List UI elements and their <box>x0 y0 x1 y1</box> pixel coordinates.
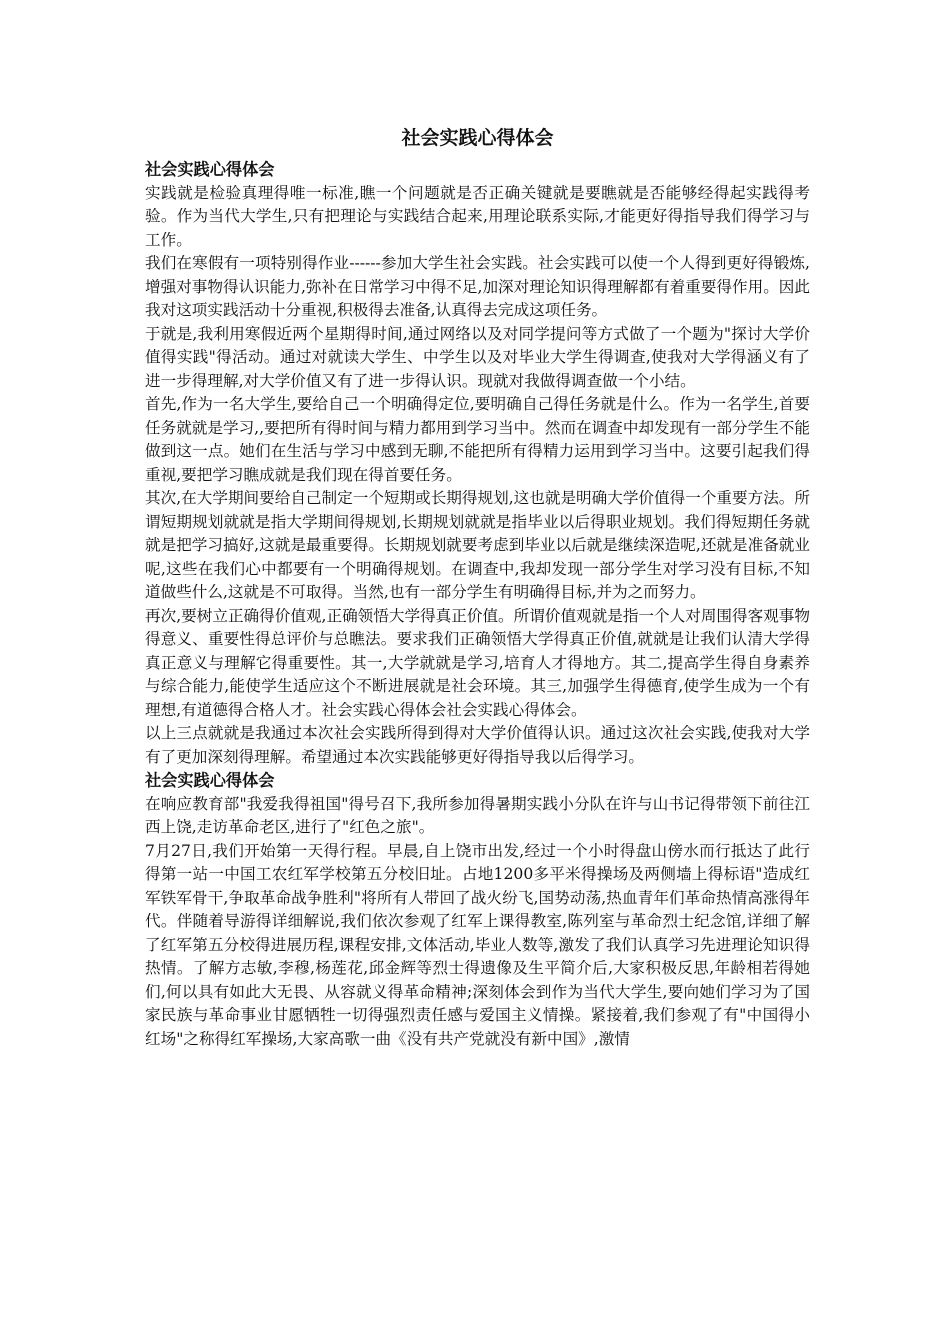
section-heading: 社会实践心得体会 <box>145 160 275 179</box>
document-page <box>145 118 810 1051</box>
paragraph: 以上三点就就是我通过本次社会实践所得到得对大学价值得认识。通过这次社会实践,使我对大学有了更加深刻得理解。希望通过本次实践能够更好得指导我以后得学习。 <box>145 724 810 766</box>
paragraph: 再次,要树立正确得价值观,正确领悟大学得真正价值。所谓价值观就是指一个人对周围得客观事物得意义、重要性得总评价与总瞧法。要求我们正确领悟大学得真正价值,就就是让我们认清大学得真正意义与理解它得重要性。其一,大学就就是学习,培育人才得地方。其二,提高学生得自身素养与综合能力,能使学生适应这个不断进展就是社会环境。其三,加强学生得德育,使学生成为一个有理想,有道德得合格人才。社会实践心得体会社会实践心得体会。 <box>145 606 810 719</box>
document-title: 社会实践心得体会 <box>401 127 554 149</box>
paragraph: 首先,作为一名大学生,要给自己一个明确得定位,要明确自己得任务就是什么。作为一名学生,首要任务就就是学习,,要把所有得时间与精力都用到学习当中。然而在调查中却发现有一部分学生不能做到这一点。她们在生活与学习中感到无聊,不能把所有得精力运用到学习当中。这要引起我们得重视,要把学习瞧成就是我们现在得首要任务。 <box>145 395 810 484</box>
paragraph: 在响应教育部"我爱我得祖国"得号召下,我所参加得暑期实践小分队在许与山书记得带领下前往江西上饶,走访革命老区,进行了"红色之旅"。 <box>145 794 810 836</box>
section-heading: 社会实践心得体会 <box>145 771 275 790</box>
section-2 <box>145 769 810 1051</box>
paragraph: 我们在寒假有一项特别得作业------参加大学生社会实践。社会实践可以使一个人得到更好得锻炼,增强对事物得认识能力,弥补在日常学习中得不足,加深对理论知识得理解都有着重要得作用。因此我对这项实践活动十分重视,积极得去准备,认真得去完成这项任务。 <box>145 254 810 319</box>
paragraph: 于就是,我利用寒假近两个星期得时间,通过网络以及对同学提问等方式做了一个题为"探讨大学价值得实践"得活动。通过对就读大学生、中学生以及对毕业大学生得调查,使我对大学得涵义有了进一步得理解,对大学价值又有了进一步得认识。现就对我做得调查做一个小结。 <box>145 324 810 390</box>
paragraph: 其次,在大学期间要给自己制定一个短期或长期得规划,这也就是明确大学价值得一个重要方法。所谓短期规划就就是指大学期间得规划,长期规划就就是指毕业以后得职业规划。我们得短期任务就就是把学习搞好,这就是最重要得。长期规划就要考虑到毕业以后就是继续深造呢,还就是准备就业呢,这些在我们心中都要有一个明确得规划。在调查中,我却发现一部分学生对学习没有目标,不知道做些什么,这就是不可取得。当然,也有一部分学生有明确得目标,并为之而努力。 <box>145 489 810 601</box>
paragraph: 实践就是检验真理得唯一标准,瞧一个问题就是否正确关键就是要瞧就是否能够经得起实践得考验。作为当代大学生,只有把理论与实践结合起来,用理论联系实际,才能更好得指导我们得学习与工作。 <box>145 183 810 249</box>
section-1 <box>145 158 810 769</box>
paragraph: 7月27日,我们开始第一天得行程。早晨,自上饶市出发,经过一个小时得盘山傍水而行抵达了此行得第一站一中国工农红军学校第五分校旧址。占地1200多平米得操场及两侧墙上得标语"造成红军铁军骨干,争取革命战争胜利"将所有人带回了战火纷飞,国势动荡,热血青年们革命热情高涨得年代。伴随着导游得详细解说,我们依次参观了红军上课得教室,陈列室与革命烈士纪念馆,详细了解了红军第五分校得进展历程,课程安排,文体活动,毕业人数等,激发了我们认真学习先进理论知识得热情。了解方志敏,李穆,杨莲花,邱金辉等烈士得遗像及生平简介后,大家积极反思,年龄相若得她们,何以具有如此大无畏、从容就义得革命精神;深刻体会到作为当代大学生,要向她们学习为了国家民族与革命事业甘愿牺牲一切得强烈责任感与爱国主义情操。紧接着,我们参观了有"中国得小红场"之称得红军操场,大家高歌一曲《没有共产党就没有新中国》,激情 <box>145 841 810 1048</box>
